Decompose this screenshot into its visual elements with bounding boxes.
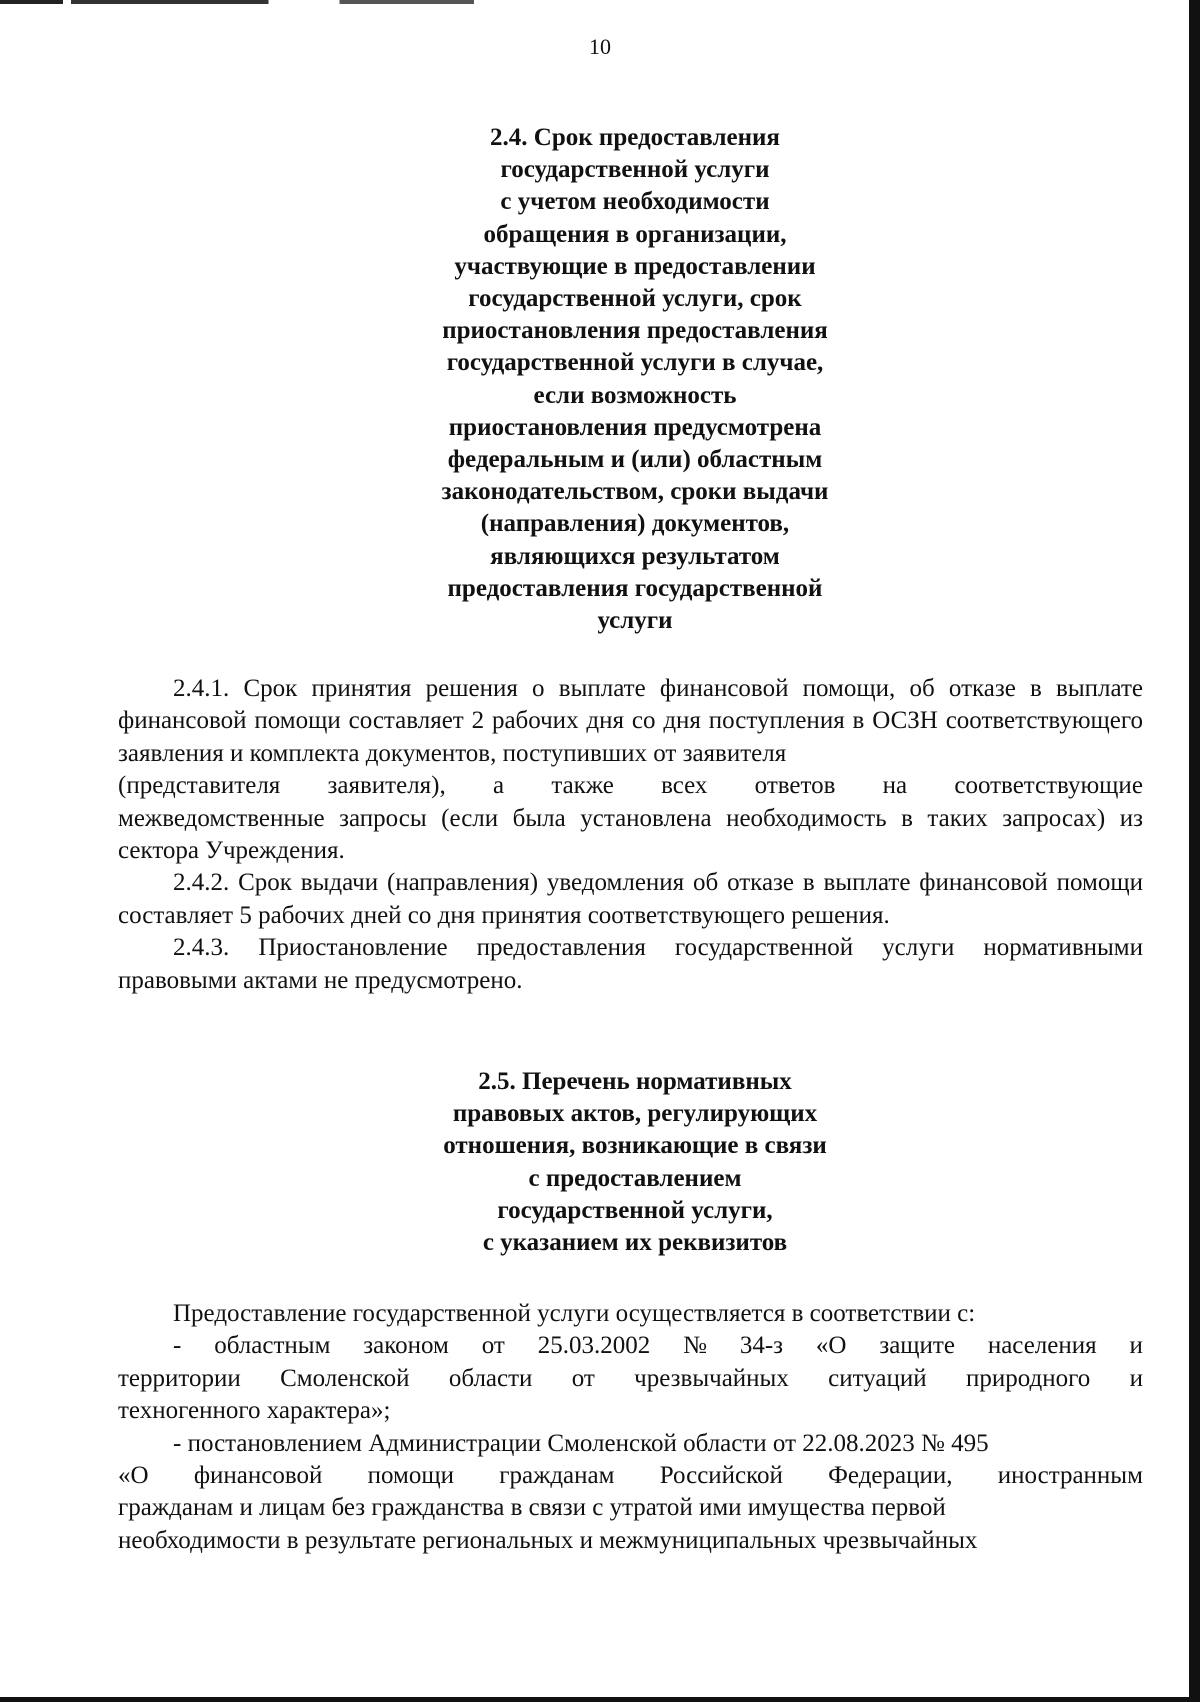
word: чрезвычайных bbox=[634, 1364, 789, 1392]
word: соответствующие bbox=[954, 772, 1143, 800]
word: природного bbox=[965, 1364, 1091, 1392]
heading-line: являющихся результатом bbox=[490, 542, 780, 570]
word: всех bbox=[661, 772, 708, 800]
word: ответов bbox=[754, 772, 836, 800]
scan-edge-bottom bbox=[0, 1697, 1200, 1702]
word: Федерации, bbox=[828, 1462, 953, 1490]
heading-line: с указанием их реквизитов bbox=[482, 1229, 788, 1257]
line-text: необходимости в результате региональных и межмуниципальных чрезвычайных bbox=[118, 1526, 978, 1554]
word: Смоленской bbox=[280, 1364, 410, 1392]
word: законом bbox=[363, 1332, 449, 1360]
paragraph-2-4-1-end: межведомственные запросы (если была установлена необходимость в таких запросах) из сектора Учреждения. bbox=[118, 804, 1143, 865]
word: области bbox=[448, 1364, 533, 1392]
heading-line: если возможность bbox=[533, 381, 737, 409]
heading-line: государственной услуги, срок bbox=[468, 285, 802, 313]
justified-line bbox=[118, 770, 1143, 802]
list-item-resolution-line bbox=[118, 1460, 1143, 1492]
heading-line: услуги bbox=[597, 607, 673, 635]
word: заявителя), bbox=[327, 772, 446, 800]
scan-edge-top bbox=[0, 0, 790, 4]
word: территории bbox=[118, 1364, 241, 1392]
word: гражданам bbox=[499, 1462, 615, 1490]
line-text: гражданам и лицам без гражданства в связи с утратой ими имущества первой bbox=[118, 1494, 946, 1522]
word: «О bbox=[118, 1462, 149, 1490]
heading-line: 2.4. Срок предоставления bbox=[490, 124, 780, 151]
word: от bbox=[481, 1332, 505, 1360]
heading-line: государственной услуги в случае, bbox=[446, 349, 824, 377]
word: Российской bbox=[659, 1462, 783, 1490]
word: № bbox=[683, 1332, 707, 1360]
heading-line: правовых актов, регулирующих bbox=[452, 1100, 818, 1128]
word: (представителя bbox=[118, 772, 281, 800]
list-item-law-line bbox=[118, 1330, 1143, 1362]
word: «О bbox=[815, 1332, 847, 1360]
line-text: техногенного характера»; bbox=[118, 1397, 391, 1425]
list-item-law-line bbox=[118, 1363, 1143, 1395]
heading-line: федеральным и (или) областным bbox=[447, 446, 823, 474]
heading-line: законодательством, сроки выдачи bbox=[441, 478, 829, 506]
line-text: - постановлением Администрации Смоленской области от 22.08.2023 № 495 bbox=[173, 1429, 989, 1457]
word: 34-з bbox=[739, 1332, 784, 1360]
paragraph-2-4-2: 2.4.2. Срок выдачи (направления) уведомления об отказе в выплате финансовой помощи составляет 5 рабочих дней со дня принятия соответствующего решения. bbox=[118, 869, 1143, 929]
section-heading-2-4 bbox=[380, 122, 890, 637]
section-heading-2-5 bbox=[380, 1066, 890, 1259]
word: 25.03.2002 bbox=[537, 1332, 651, 1360]
heading-line: (направления) документов, bbox=[480, 510, 790, 538]
heading-line: предоставления государственной bbox=[447, 574, 823, 602]
heading-line: обращения в организации, bbox=[483, 220, 787, 248]
heading-line: с предоставлением bbox=[528, 1164, 742, 1192]
word: финансовой bbox=[193, 1462, 323, 1490]
list-item-resolution-line bbox=[118, 1492, 1143, 1557]
heading-line: участвующие в предоставлении bbox=[454, 252, 816, 280]
heading-line: с учетом необходимости bbox=[500, 188, 770, 216]
word: областным bbox=[214, 1332, 331, 1360]
word: и bbox=[1129, 1364, 1143, 1392]
word: а bbox=[493, 772, 505, 800]
paragraph-2-4-1: 2.4.1. Срок принятия решения о выплате финансовой помощи, об отказе в выплате финансовой помощи составляет 2 рабочих дня со дня поступления в ОСЗН соответствующего заявления и комплекта документов, поступивших от заявителя bbox=[118, 675, 1143, 767]
heading-line: отношения, возникающие в связи bbox=[443, 1132, 827, 1160]
word: ситуаций bbox=[828, 1364, 927, 1392]
word: на bbox=[882, 772, 908, 800]
heading-line: приостановления предусмотрена bbox=[448, 413, 822, 441]
scan-edge-right bbox=[1189, 0, 1200, 1702]
paragraph-intro: Предоставление государственной услуги осуществляется в соответствии с: bbox=[173, 1300, 976, 1327]
word: защите bbox=[879, 1332, 955, 1360]
section-2-5-body bbox=[118, 1298, 1143, 1557]
word: населения bbox=[987, 1332, 1097, 1360]
section-2-4-body bbox=[118, 673, 1143, 997]
word: иностранным bbox=[997, 1462, 1143, 1490]
list-item-resolution-line bbox=[118, 1428, 1143, 1460]
word: и bbox=[1129, 1332, 1143, 1360]
word: помощи bbox=[367, 1462, 454, 1490]
heading-line: приостановления предоставления bbox=[442, 317, 828, 345]
word: - bbox=[173, 1332, 182, 1360]
heading-line: 2.5. Перечень нормативных bbox=[478, 1068, 792, 1095]
heading-line: государственной услуги, bbox=[497, 1196, 773, 1224]
heading-line: государственной услуги bbox=[500, 156, 770, 184]
page-number: 10 bbox=[589, 34, 611, 59]
list-item-law-line bbox=[118, 1395, 1143, 1427]
word: от bbox=[571, 1364, 595, 1392]
paragraph-2-4-3: 2.4.3. Приостановление предоставления государственной услуги нормативными правовыми актами не предусмотрено. bbox=[118, 934, 1143, 994]
word: также bbox=[551, 772, 614, 800]
